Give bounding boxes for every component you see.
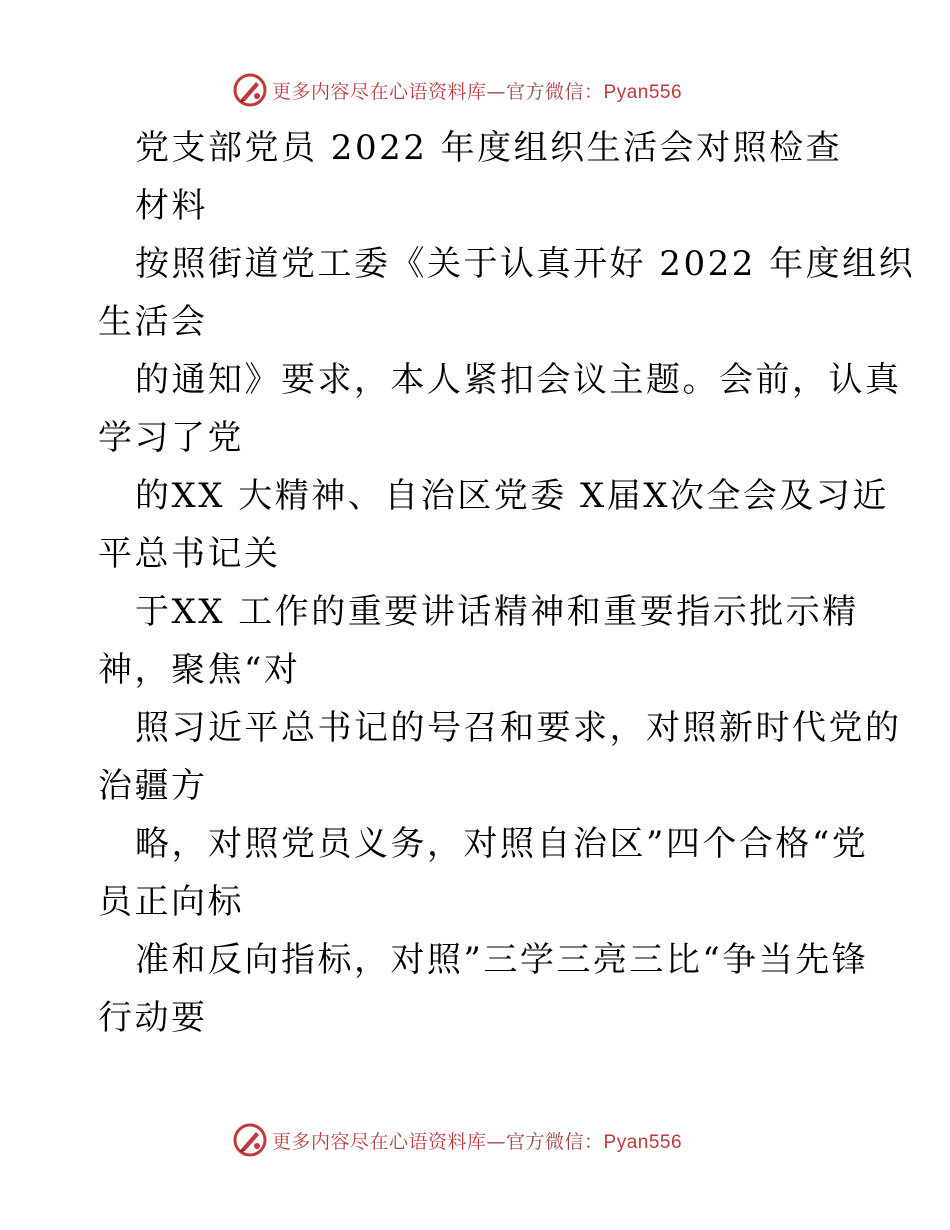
doc-line: 按照街道党工委《关于认真开好 2022 年度组织 bbox=[135, 244, 916, 284]
doc-title-line-1: 党支部党员 2022 年度组织生活会对照检查 bbox=[135, 128, 843, 168]
watermark-main: 更多内容尽在心语资料库 bbox=[272, 1130, 487, 1153]
watermark-text bbox=[272, 77, 682, 104]
footer-watermark bbox=[232, 1120, 792, 1160]
doc-line: 行动要 bbox=[98, 998, 208, 1038]
watermark-wechat-label: 官方微信： bbox=[506, 80, 604, 103]
watermark-wechat-label: 官方微信： bbox=[506, 1130, 604, 1153]
doc-line: 的XX 大精神、自治区党委 X届X次全会及习近 bbox=[135, 476, 889, 516]
pen-logo-icon bbox=[232, 72, 268, 108]
watermark-dash: — bbox=[486, 1130, 507, 1153]
watermark-wechat-id: Pyan556 bbox=[603, 81, 683, 103]
header-watermark bbox=[232, 70, 792, 110]
doc-line: 的通知》要求，本人紧扣会议主题。会前，认真 bbox=[135, 360, 902, 400]
doc-line: 平总书记关 bbox=[98, 534, 281, 574]
watermark-text bbox=[272, 1127, 682, 1154]
doc-line: 治疆方 bbox=[98, 766, 208, 806]
doc-line: 准和反向指标，对照”三学三亮三比“争当先锋 bbox=[135, 940, 869, 980]
pen-logo-icon bbox=[232, 1122, 268, 1158]
doc-line: 照习近平总书记的号召和要求，对照新时代党的 bbox=[135, 708, 902, 748]
watermark-wechat-id: Pyan556 bbox=[603, 1131, 683, 1153]
doc-title-line-2: 材料 bbox=[135, 186, 208, 226]
doc-line: 员正向标 bbox=[98, 882, 244, 922]
doc-line: 生活会 bbox=[98, 302, 208, 342]
doc-line: 略，对照党员义务，对照自治区”四个合格“党 bbox=[135, 824, 869, 864]
doc-line: 于XX 工作的重要讲话精神和重要指示批示精 bbox=[135, 592, 859, 632]
doc-line: 神，聚焦“对 bbox=[98, 650, 301, 690]
watermark-dash: — bbox=[486, 80, 507, 103]
watermark-main: 更多内容尽在心语资料库 bbox=[272, 80, 487, 103]
doc-line: 学习了党 bbox=[98, 418, 244, 458]
